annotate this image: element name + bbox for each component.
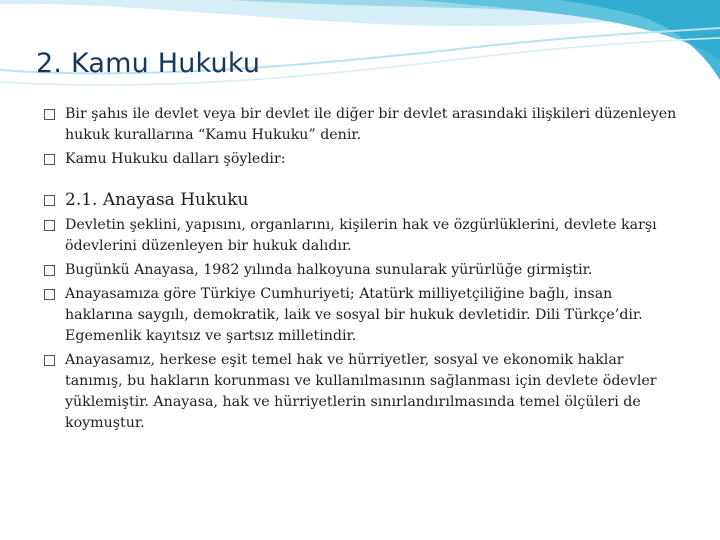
bullet-square-icon (44, 289, 55, 300)
bullet-text: Bugünkü Anayasa, 1982 yılında halkoyuna sunularak yürürlüğe girmiştir. (65, 262, 593, 278)
bullet-item (44, 215, 684, 257)
bullet-text: Devletin şeklini, yapısını, organlarını, kişilerin hak ve özgürlüklerini, devlete karşı ödevlerini düzenleyen bir hukuk dalıdır. (65, 217, 657, 254)
bullet-square-icon (44, 265, 55, 276)
bullet-square-icon (44, 195, 55, 206)
slide-body (44, 104, 684, 434)
bullet-item (44, 104, 684, 146)
bullet-item (44, 149, 684, 170)
bullet-text: Bir şahıs ile devlet veya bir devlet ile diğer bir devlet arasındaki ilişkileri düzenleyen hukuk kurallarına “Kamu Hukuku” denir. (65, 106, 677, 143)
bullet-item (44, 284, 684, 347)
section-heading-text: 2.1. Anayasa Hukuku (65, 190, 249, 210)
bullet-square-icon (44, 109, 55, 120)
bullet-text: Anayasamız, herkese eşit temel hak ve hürriyetler, sosyal ve ekonomik haklar tanımış, bu hakların korunması ve kullanılmasının sağlanması için devlete ödevler yüklemiştir. Anayasa, hak ve hürriyetlerin sınırlandırılmasında temel ölçüleri de koymuştur. (65, 352, 657, 431)
bullet-square-icon (44, 154, 55, 165)
section-heading (44, 188, 684, 212)
bullet-item (44, 260, 684, 281)
slide-title: 2. Kamu Hukuku (36, 48, 261, 79)
bullet-text: Anayasamıza göre Türkiye Cumhuriyeti; Atatürk milliyetçiliğine bağlı, insan haklarına saygılı, demokratik, laik ve sosyal bir hukuk devletidir. Dili Türkçe’dir. Egemenlik kayıtsız ve şartsız milletindir. (65, 286, 643, 344)
bullet-text: Kamu Hukuku dalları şöyledir: (65, 151, 286, 167)
bullet-square-icon (44, 355, 55, 366)
bullet-square-icon (44, 220, 55, 231)
bullet-item (44, 350, 684, 434)
